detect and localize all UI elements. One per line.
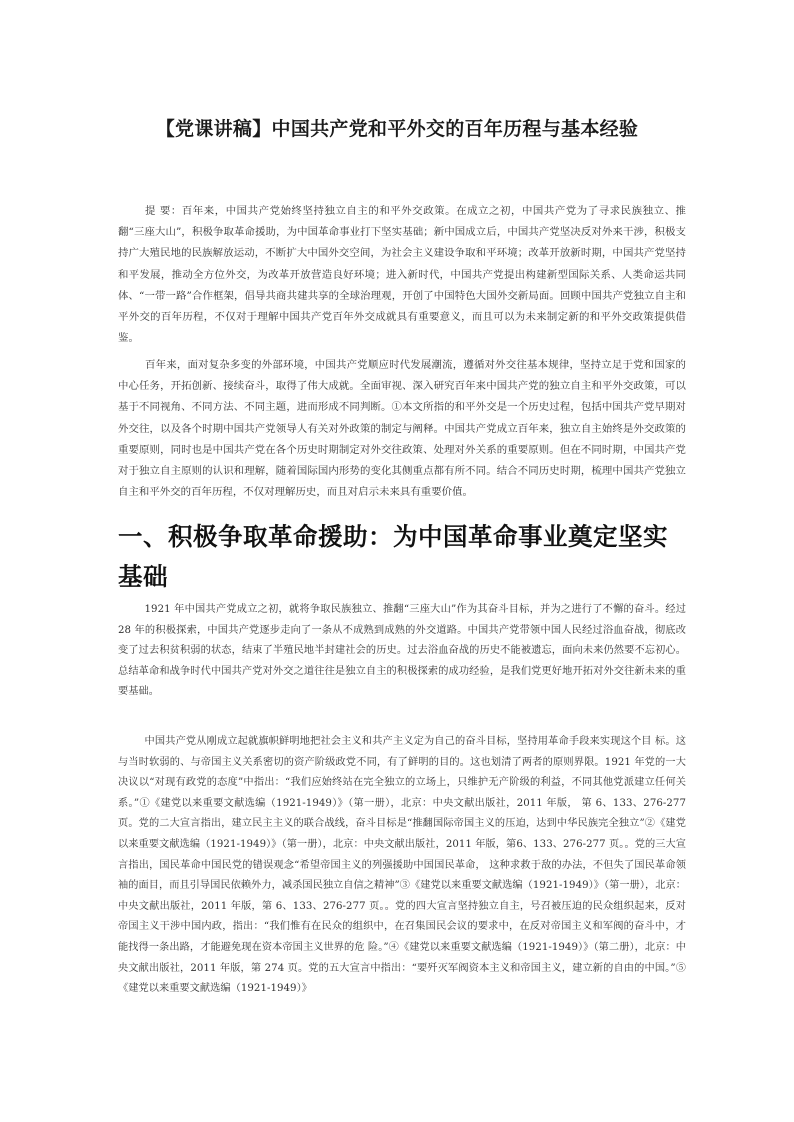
section-paragraph: 1921 年中国共产党成立之初，就将争取民族独立、推翻“三座大山”作为其奋斗目标，并为之进行了不懈的奋斗。经过 28 年的积极探索，中国共产党逐步走向了一条从不成熟到成熟的外交道路。中国共产党带领中国人民经过浴血奋战，彻底改变了过去积贫积弱的状态，结束了半殖民地半封建社会的历史。过去浴血奋战的历史不能被遗忘，面向未来仍然要不忘初心。总结革命和战争时代中国共产党对外交之道往往是独立自主的积极探索的成功经验，是我们党更好地开拓对外交往新未来的重要基础。 bbox=[118, 604, 686, 698]
section-paragraph: 中国共产党从刚成立起就旗帜鲜明地把社会主义和共产主义定为自己的奋斗目标，坚持用革命手段来实现这个目 标。这与当时软弱的、与帝国主义关系密切的资产阶级政党不同，有了鲜明的目的。这也划清了两者的原则界限。1921 年党的一大决议以“对现有政党的态度”中指出：“我们应始终站在完全独立的立场上，只维护无产阶级的利益，不同其他党派建立任何关系。”①《建党以来重要文献选编（1921-1949）》（第一册），北京：中央文献出版社，2011 年版， 第 6、133、276-277 页。党的二大宣言指出，建立民主主义的联合战线，奋斗目标是“推翻国际帝国主义的压迫，达到中华民族完全独立”②《建党以来重要文献选编（1921-1949）》（第一册），北京：中央文献出版社，2011 年版，第6、133、276-277 页。。党的三大宣言指出，国民革命中国民党的错误观念“希望帝国主义的列强援助中国国民革命， 这种求救于敌的办法，不但失了国民革命领袖的面目，而且引导国民依赖外力，减杀国民独立自信之精神”③《建党以来重要文献选编（1921-1949）》（第一册），北京：中央文献出版社，2011 年版，第 6、133、276-277 页。。党的四大宣言坚持独立自主，号召被压迫的民众组织起来，反对帝国主义干涉中国内政，指出：“我们惟有在民众的组织中，在召集国民会议的要求中，在反对帝国主义和军阀的奋斗中，才能找得一条出路，才能避免现在资本帝国主义世界的危 险。”④《建党以来重要文献选编（1921-1949）》（第二册），北京：中央文献出版社，2011 年版，第 274 页。党的五大宣言中指出：“要歼灭军阀资本主义和帝国主义，建立新的自由的中国。”⑤《建党以来重要文献选编（1921-1949）》 bbox=[118, 736, 686, 995]
abstract-paragraph: 提 要：百年来，中国共产党始终坚持独立自主的和平外交政策。在成立之初，中国共产党为了寻求民族独立、推翻“三座大山”，积极争取革命援助，为中国革命事业打下坚实基础；新中国成立后，中国共产党坚决反对外来干涉，积极支持广大殖民地的民族解放运动，不断扩大中国外交空间，为社会主义建设争取和平环境；改革开放新时期，中国共产党坚持和平发展，推动全方位外交，为改革开放营造良好环境；进入新时代，中国共产党提出构建新型国际关系、人类命运共同体、“一带一路”合作框架，倡导共商共建共享的全球治理观，开创了中国特色大国外交新局面。回顾中国共产党独立自主和平外交的百年历程，不仅对于理解中国共产党百年外交成就具有重要意义，而且可以为未来制定新的和平外交政策提供借鉴。 bbox=[118, 205, 686, 345]
section-heading: 一、积极争取革命援助：为中国革命事业奠定坚实基础 bbox=[118, 522, 668, 591]
document-title: 【党课讲稿】中国共产党和平外交的百年历程与基本经验 bbox=[155, 118, 639, 140]
intro-paragraph: 百年来，面对复杂多变的外部环境，中国共产党顺应时代发展潮流，遵循对外交往基本规律，坚持立足于党和国家的中心任务，开拓创新、接续奋斗，取得了伟大成就。全面审视、深入研究百年来中国共产党的独立自主和平外交政策，可以基于不同视角、不同方法、不同主题，进而形成不同判断。①本文所指的和平外交是一个历史过程，包括中国共产党早期对外交往，以及各个时期中国共产党领导人有关对外政策的制定与阐释。中国共产党成立百年来，独立自主始终是外交政策的重要原则，同时也是中国共产党在各个历史时期制定对外交往政策、处理对外关系的重要原则。但在不同时期，中国共产党对于独立自主原则的认识和理解，随着国际国内形势的变化其侧重点都有所不同。结合不同历史时期，梳理中国共产党独立自主和平外交的百年历程，不仅对理解历史，而且对启示未来具有重要价值。 bbox=[118, 359, 686, 499]
